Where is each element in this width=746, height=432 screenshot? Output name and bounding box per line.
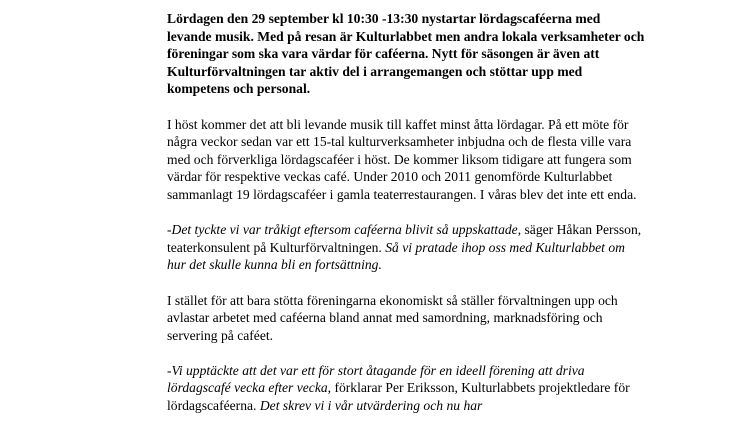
quote-per-2: Det skrev vi i vår utvärdering och nu har [259,398,483,414]
quote-per-1: -Vi upptäckte att det var ett för stort åtagande för en ideell förening att driva lördagscafé vecka efter vecka [167,362,585,396]
paragraph-1: I höst kommer det att bli levande musik till kaffet minst åtta lördagar. På ett möte för några veckor sedan var ett 15-tal kulturverksamheter inbjudna och de flesta ville vara med och förverkliga lördagscaféer i höst. De kommer liksom tidigare att fungera som värdar för respektive veckas café. Under 2010 och 2011 genomförde Kulturlabbet sammanlagt 19 lördagscaféer i gamla teaterrestaurangen. I våras blev det inte ett enda. [167,116,637,202]
paragraph-3: I stället för att bara stötta föreningarna ekonomiskt så ställer förvaltningen upp och avlastar arbetet med caféerna bland annat med samordning, marknadsföring och servering på caféet. [167,292,618,343]
attribution-per: , förklarar Per Eriksson, Kulturlabbets projektledare för lördagscaféerna. [167,380,630,414]
document-body [167,10,647,432]
quote-hakan-2: Så vi pratade ihop oss med Kulturlabbet om hur det skulle kunna bli en fortsättning. [167,239,625,273]
paragraph-2 [167,221,647,274]
attribution-hakan: , säger Håkan Persson, teaterkonsulent på Kulturförvaltningen. [167,222,642,255]
quote-hakan-1: -Det tyckte vi var tråkigt eftersom caféerna blivit så uppskattade [167,222,518,238]
lead-paragraph: Lördagen den 29 september kl 10:30 -13:30 nystartar lördagscaféerna med levande musik. Med på resan är Kulturlabbet men andra lokala verksamheter och föreningar som ska vara värdar för caféerna. Nytt för säsongen är även att Kulturförvaltningen tar aktiv del i arrangemangen och stöttar upp med kompetens och personal. [167,11,645,97]
paragraph-4 [167,362,647,415]
